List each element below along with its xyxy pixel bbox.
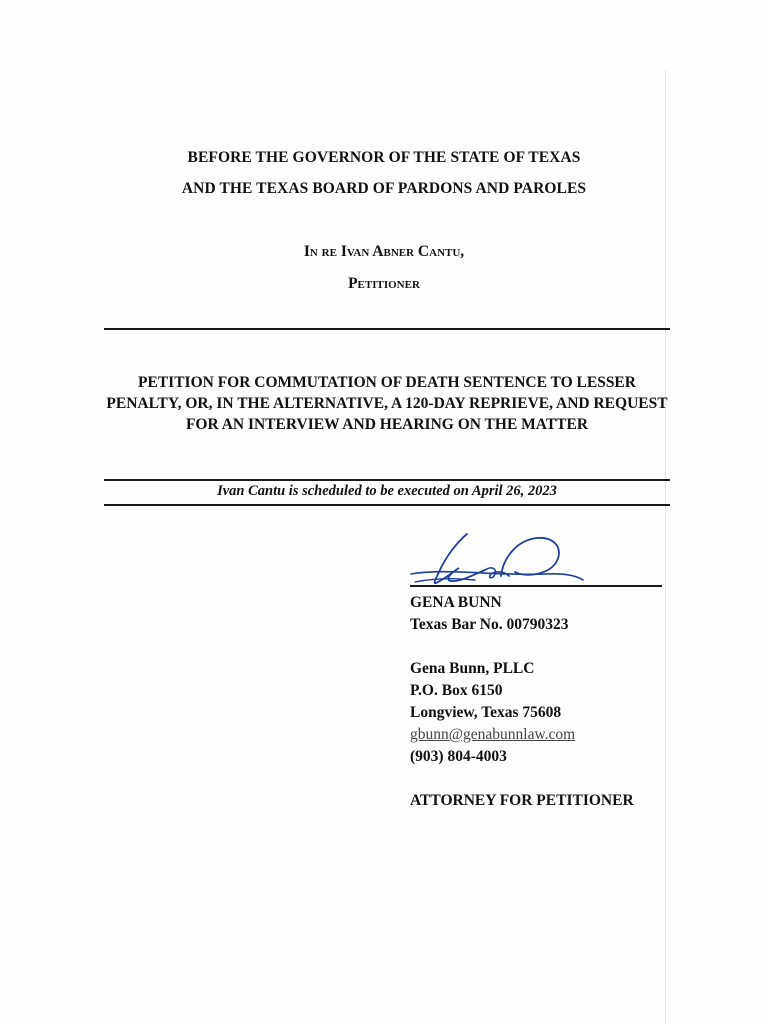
attorney-signature bbox=[405, 528, 595, 590]
case-caption-in-re: In re Ivan Abner Cantu, bbox=[303, 243, 465, 260]
firm-city-state-zip: Longview, Texas 75608 bbox=[410, 704, 562, 721]
attorney-signature-block bbox=[410, 592, 634, 812]
execution-note-top-rule bbox=[104, 479, 670, 481]
law-firm-name: Gena Bunn, PLLC bbox=[410, 660, 535, 677]
execution-notice: Ivan Cantu is scheduled to be executed on April 26, 2023 bbox=[217, 483, 557, 499]
firm-po-box: P.O. Box 6150 bbox=[410, 682, 503, 699]
block-spacer bbox=[410, 636, 634, 658]
caption-divider bbox=[104, 328, 670, 330]
petition-title: PETITION FOR COMMUTATION OF DEATH SENTENCE TO LESSER PENALTY, OR, IN THE ALTERNATIVE, A 120-DAY REPRIEVE, AND REQUEST FOR AN INTERVIEW AND HEARING ON THE MATTER bbox=[106, 374, 668, 433]
execution-note-bottom-rule bbox=[104, 504, 670, 506]
case-caption-party: Petitioner bbox=[348, 275, 420, 292]
block-spacer bbox=[410, 768, 634, 790]
attorney-phone: (903) 804-4003 bbox=[410, 748, 507, 765]
court-heading-line-2: AND THE TEXAS BOARD OF PARDONS AND PAROLES bbox=[181, 180, 587, 197]
attorney-bar-number: Texas Bar No. 00790323 bbox=[410, 616, 569, 633]
attorney-email-link[interactable]: gbunn@genabunnlaw.com bbox=[410, 726, 576, 743]
signature-line bbox=[410, 585, 662, 587]
court-heading-line-1: BEFORE THE GOVERNOR OF THE STATE OF TEXAS bbox=[187, 149, 581, 166]
attorney-name: GENA BUNN bbox=[410, 594, 502, 611]
attorney-role: ATTORNEY FOR PETITIONER bbox=[410, 792, 634, 809]
page-edge-divider bbox=[665, 70, 666, 1024]
